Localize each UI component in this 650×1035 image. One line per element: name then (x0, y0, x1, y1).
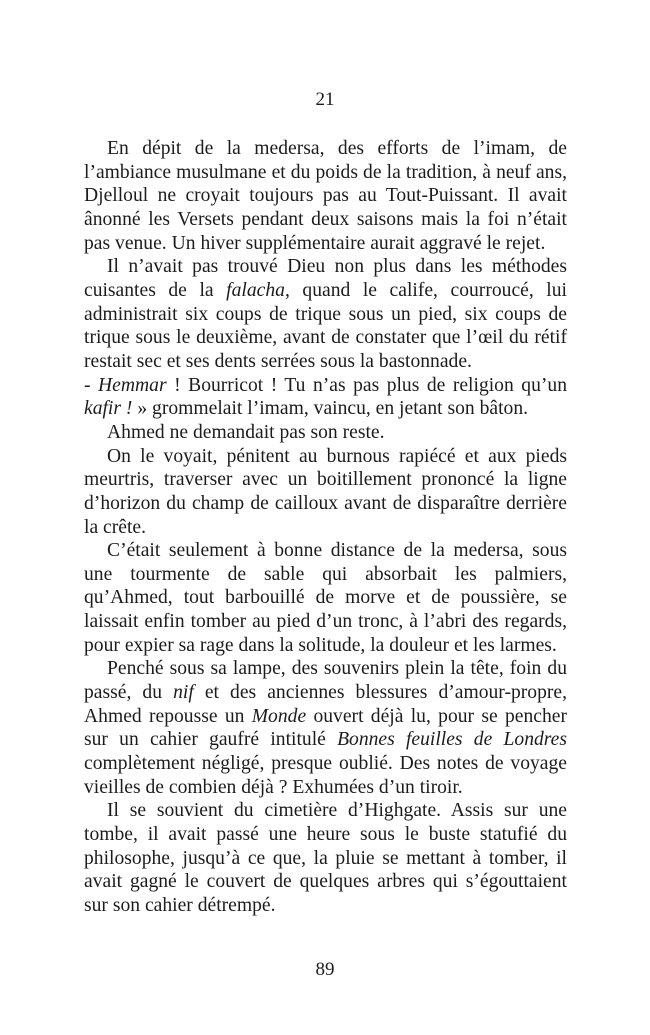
text-segment: et des anciennes blessures d’amour-propre, Ahmed repousse un (84, 682, 567, 727)
text-segment: complètement négligé, presque oublié. Des notes de voyage vieilles de combien déjà ? Exhumées d’un tiroir. (84, 753, 567, 798)
italic-text: kafir ! (84, 398, 133, 420)
text-segment: On le voyait, pénitent au burnous rapiécé et aux pieds meurtris, traverser avec un boitillement prononcé la ligne d’horizon du champ de cailloux avant de disparaître derrière la crête. (84, 445, 567, 538)
italic-text: Monde (251, 705, 307, 727)
dialogue-paragraph (84, 374, 567, 421)
paragraph (84, 445, 567, 540)
italic-text: Hemmar (98, 374, 167, 396)
chapter-number: 21 (315, 89, 335, 110)
paragraph (84, 255, 567, 373)
paragraph (84, 799, 567, 917)
paragraph (84, 421, 567, 445)
italic-text: nif (173, 682, 194, 704)
text-segment: En dépit de la medersa, des efforts de l’imam, de l’ambiance musulmane et du poids de la tradition, à neuf ans, Djelloul ne croyait toujours pas au Tout-Puissant. Il avait ânonné les Versets pendant deux saisons mais la foi n’était pas venue. Un hiver supplémentaire aurait aggravé le rejet. (84, 138, 567, 254)
text-segment: , quand le calife, courroucé, lui administrait six coups de trique sous un pied, six coups de trique sous le deuxième, avant de constater que l’œil du rétif restait sec et ses dents serrées sous la bastonnade. (84, 279, 567, 372)
text-segment: Penché sous sa lampe, des souvenirs plein la tête, foin du passé, du (84, 658, 567, 704)
text-segment: » grommelait l’imam, vaincu, en jetant son bâton. (132, 398, 529, 420)
body-text (84, 137, 567, 918)
paragraph (84, 657, 567, 799)
text-segment: C’était seulement à bonne distance de la medersa, sous une tourmente de sable qui absorbait les palmiers, qu’Ahmed, tout barbouillé de morve et de poussière, se laissait enfin tomber au pied d’un tronc, à l’abri des regards, pour expier sa rage dans la solitude, la douleur et les larmes. (84, 540, 567, 656)
paragraph (84, 539, 567, 657)
paragraph (84, 137, 567, 255)
italic-text: falacha (226, 279, 285, 301)
text-segment: Ahmed ne demandait pas son reste. (107, 421, 385, 443)
italic-text: Bonnes feuilles de Londres (337, 729, 568, 751)
page-number: 89 (315, 959, 335, 980)
text-segment: Il se souvient du cimetière d’Highgate. Assis sur une tombe, il avait passé une heure sous le buste statufié du philosophe, jusqu’à ce que, la pluie se mettant à tomber, il avait gagné le couvert de quelques arbres qui s’égouttaient sur son cahier détrempé. (84, 800, 567, 916)
text-segment: - (84, 374, 99, 396)
text-segment: Il n’avait pas trouvé Dieu non plus dans les méthodes cuisantes de la (84, 256, 567, 301)
text-segment: ! Bourricot ! Tu n’as pas plus de religion qu’un (166, 374, 567, 396)
text-segment: ouvert déjà lu, pour se pencher sur un cahier gaufré intitulé (84, 705, 568, 751)
